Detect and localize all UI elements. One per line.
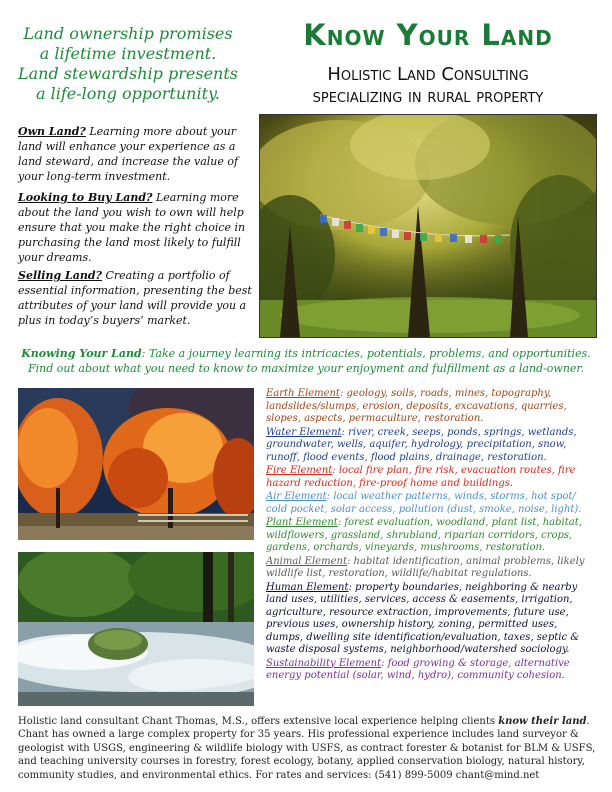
element-name: Human Element [266,581,349,593]
tagline-line: a lifetime investment. [39,44,217,63]
element-text: : forest evaluation, woodland, plant list, habitat, wildflowers, grassland, shrubland, riparian corridors, crops, gardens, orchards, vineyards, mushrooms, restoration. [266,517,582,553]
consultant-bio [18,715,598,782]
element-name: Water Element [266,426,342,438]
bio-emphasis: know their land [498,716,587,727]
element-name: Sustainability Element [266,657,382,669]
intro-sell-land [18,268,252,328]
subtitle-line: Holistic Land Consulting [327,64,529,85]
element-water [266,427,596,465]
banner-line-1: : Take a journey learning its intricacies, potentials, problems, and opportunities. [141,347,591,360]
element-plant [266,517,596,555]
element-text: : local fire plan, fire risk, evacuation routes, fire hazard reduction, fire-proof home and buildings. [266,465,576,489]
subtitle-line: specializing in rural property [312,86,544,107]
element-name: Earth Element [266,388,340,399]
element-air [266,491,596,516]
page-title: Know Your Land [303,18,553,52]
intro-buy-land [18,190,252,265]
intro-heading: Selling Land? [18,269,102,282]
banner-line-2: Find out about what you need to know to maximize your enjoyment and fulfillment as a land-owner. [28,362,584,375]
knowing-your-land-banner [14,346,598,376]
tagline-line: Land ownership promises [23,24,233,43]
intro-text: Learning more about your land will enhance your experience as a land steward, and increase the value of your long-term investment. [18,125,239,183]
intro-own-land [18,124,252,184]
river-rapids-photo [18,552,254,706]
banner-lead: Knowing Your Land [21,347,142,360]
element-text: : geology, soils, roads, mines, topography, landslides/slumps, erosion, deposits, excavations, quarries, slopes, aspects, permaculture, restoration. [266,388,567,424]
intro-heading: Own Land? [18,125,86,138]
element-text: : habitat identification, animal problems, likely wildlife list, restoration, wildlife/habitat regulations. [266,555,585,579]
element-name: Air Element [266,491,327,502]
element-name: Plant Element [266,517,338,528]
bio-text-rest: . Chant has owned a large complex property for 35 years. His professional experience includes land surveyor & geologist with USGS, engineering & wildlife biology with USFS, as contract forester & botanist for BLM & USFS, and teaching university courses in forestry, forest ecology, botany, applied conservation biology, natural history, community studies, and environmental ethics. For rates and services: (541) 899-5009 chant@mind.net [18,716,596,781]
element-text: : food growing & storage, alternative energy potential (solar, wind, hydro), community cohesion. [266,657,570,681]
intro-heading: Looking to Buy Land? [18,191,153,204]
element-name: Fire Element [266,465,333,476]
bio-text-start: Holistic land consultant Chant Thomas, M.S., offers extensive local experience helping clients [18,716,499,727]
intro-text: Creating a portfolio of essential information, presenting the best attributes of your land will provide you a plus in today’s buyers’ market. [18,269,252,327]
elements-list [266,388,596,684]
element-text: : local weather patterns, winds, storms, hot spot/ cold pocket, solar access, pollution (dust, smoke, noise, light). [266,491,582,515]
autumn-trees-photo [18,388,254,540]
element-sustainability [266,658,596,683]
tagline-line: a life-long opportunity. [35,84,221,103]
element-human [266,582,596,657]
element-text: : property boundaries, neighboring & nearby land uses, utilities, services, access & easements, irrigation, agriculture, resource extraction, improvements, future use, previous uses, ownership history, zoning, permitted uses, dumps, dwelling site identification/evaluation, taxes, septic & waste disposal systems, neighborhood/watershed sociology. [266,581,580,655]
forest-flags-photo [259,114,597,338]
element-animal [266,556,596,581]
tagline [8,24,248,104]
intro-text: Learning more about the land you wish to own will help ensure that you make the right choice in purchasing the land most likely to fulfill your dreams. [18,191,246,264]
element-earth [266,388,596,426]
page-subtitle [258,64,598,108]
element-fire [266,465,596,490]
element-text: : river, creek, seeps, ponds, springs, wetlands, groundwater, wells, aquifer, hydrology, precipitation, snow, runoff, flood events, flood plains, drainage, restoration. [266,426,577,463]
tagline-line: Land stewardship presents [18,64,238,83]
element-name: Animal Element [266,555,347,567]
